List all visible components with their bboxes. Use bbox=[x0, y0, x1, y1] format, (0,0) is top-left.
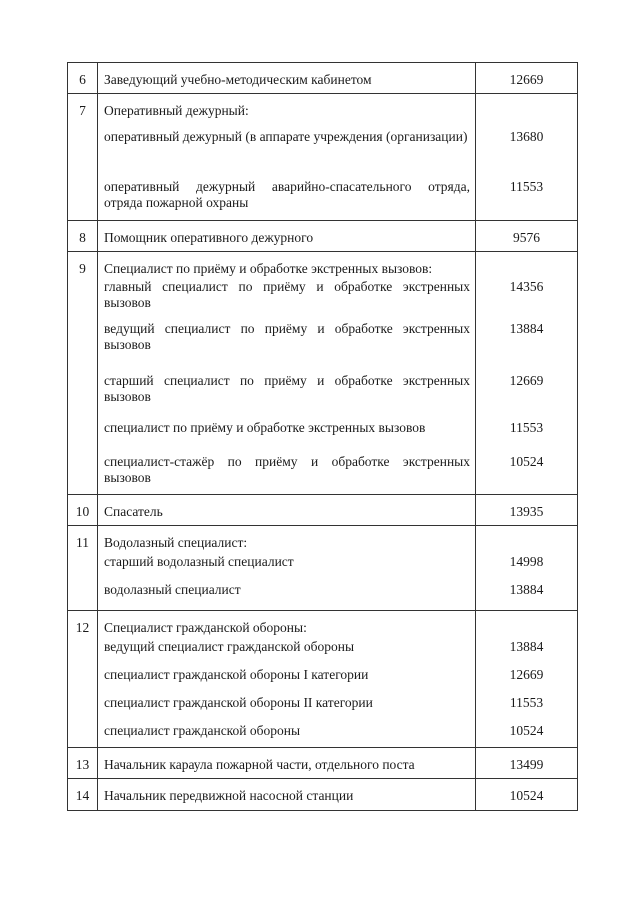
table-row bbox=[68, 63, 578, 94]
row-number: 9 bbox=[68, 252, 98, 495]
table-row bbox=[68, 252, 578, 495]
salary-value: 11553 bbox=[509, 420, 544, 435]
salary-cell bbox=[476, 495, 578, 526]
table-row bbox=[68, 94, 578, 221]
table-row bbox=[68, 526, 578, 611]
position-name: Водолазный специалист: bbox=[104, 535, 248, 550]
position-name: специалист гражданской обороны bbox=[104, 723, 301, 738]
position-name: старший водолазный специалист bbox=[104, 554, 294, 569]
table-row bbox=[68, 495, 578, 526]
table-row bbox=[68, 611, 578, 748]
salary-value: 10524 bbox=[509, 723, 544, 738]
salary-value: 11553 bbox=[509, 695, 544, 710]
position-cell bbox=[98, 495, 476, 526]
position-name: специалист-стажёр по приёму и обработке экстренных вызовов bbox=[104, 454, 470, 485]
salary-value bbox=[476, 252, 577, 279]
row-number: 12 bbox=[68, 611, 98, 748]
salary-value: 13680 bbox=[509, 129, 544, 144]
row-number: 6 bbox=[68, 63, 98, 94]
salary-value: 10524 bbox=[509, 788, 544, 803]
salary-value: 10524 bbox=[509, 454, 544, 469]
salary-value: 14998 bbox=[509, 554, 544, 569]
row-number: 11 bbox=[68, 526, 98, 611]
position-name: Спасатель bbox=[104, 504, 163, 519]
position-cell bbox=[98, 252, 476, 495]
salary-table bbox=[67, 62, 578, 811]
position-cell bbox=[98, 611, 476, 748]
salary-cell bbox=[476, 526, 578, 611]
position-cell bbox=[98, 779, 476, 811]
salary-cell bbox=[476, 252, 578, 495]
salary-value: 14356 bbox=[509, 279, 544, 294]
salary-cell bbox=[476, 779, 578, 811]
salary-value bbox=[476, 94, 577, 129]
salary-value: 12669 bbox=[509, 72, 544, 87]
position-name: Начальник передвижной насосной станции bbox=[104, 788, 354, 803]
position-name: Специалист гражданской обороны: bbox=[104, 620, 307, 635]
table-row bbox=[68, 779, 578, 811]
position-name: Оперативный дежурный: bbox=[104, 103, 249, 118]
position-name: специалист гражданской обороны II категории bbox=[104, 695, 373, 710]
salary-cell bbox=[476, 94, 578, 221]
salary-value: 11553 bbox=[509, 179, 544, 194]
salary-value: 13884 bbox=[509, 582, 544, 597]
salary-value: 13884 bbox=[509, 321, 544, 336]
position-cell bbox=[98, 94, 476, 221]
position-name: специалист гражданской обороны I категории bbox=[104, 667, 369, 682]
position-cell bbox=[98, 748, 476, 779]
position-name: Начальник караула пожарной части, отдельного поста bbox=[104, 757, 415, 772]
position-cell bbox=[98, 526, 476, 611]
row-number: 14 bbox=[68, 779, 98, 811]
position-name: главный специалист по приёму и обработке экстренных вызовов bbox=[104, 279, 470, 310]
position-cell bbox=[98, 221, 476, 252]
salary-value bbox=[476, 526, 577, 554]
position-name: водолазный специалист bbox=[104, 582, 241, 597]
salary-cell bbox=[476, 63, 578, 94]
position-name: ведущий специалист гражданской обороны bbox=[104, 639, 355, 654]
position-name: оперативный дежурный (в аппарате учреждения (организации) bbox=[104, 129, 468, 144]
table-row bbox=[68, 221, 578, 252]
position-name: специалист по приёму и обработке экстренных вызовов bbox=[104, 420, 426, 435]
salary-value: 12669 bbox=[509, 667, 544, 682]
position-name: ведущий специалист по приёму и обработке экстренных вызовов bbox=[104, 321, 470, 352]
salary-cell bbox=[476, 221, 578, 252]
table-row bbox=[68, 748, 578, 779]
position-name: оперативный дежурный аварийно-спасательного отряда, отряда пожарной охраны bbox=[104, 179, 470, 210]
position-name: Заведующий учебно-методическим кабинетом bbox=[104, 72, 372, 87]
salary-value: 13884 bbox=[509, 639, 544, 654]
salary-value: 12669 bbox=[509, 373, 544, 388]
row-number: 7 bbox=[68, 94, 98, 221]
position-cell bbox=[98, 63, 476, 94]
position-name: Специалист по приёму и обработке экстренных вызовов: bbox=[104, 261, 433, 276]
salary-value bbox=[476, 611, 577, 639]
position-name: старший специалист по приёму и обработке экстренных вызовов bbox=[104, 373, 470, 404]
row-number: 10 bbox=[68, 495, 98, 526]
salary-cell bbox=[476, 611, 578, 748]
salary-value: 13499 bbox=[509, 757, 544, 772]
row-number: 13 bbox=[68, 748, 98, 779]
salary-value: 9576 bbox=[513, 230, 540, 245]
salary-value: 13935 bbox=[509, 504, 544, 519]
row-number: 8 bbox=[68, 221, 98, 252]
salary-cell bbox=[476, 748, 578, 779]
position-name: Помощник оперативного дежурного bbox=[104, 230, 314, 245]
